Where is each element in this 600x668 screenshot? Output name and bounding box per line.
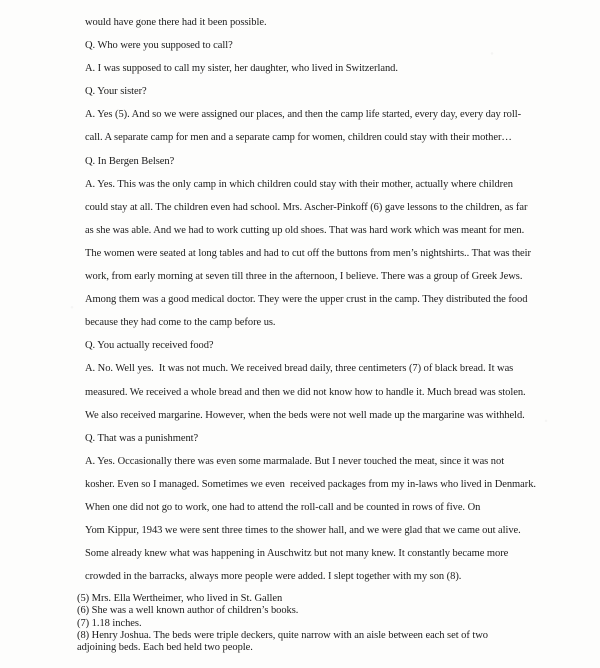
transcript-line: Yom Kippur, 1943 we were sent three times to the shower hall, and we were glad that we came out alive. <box>85 525 521 537</box>
transcript-line: Q. That was a punishment? <box>85 432 199 444</box>
transcript-line: crowded in the barracks, always more people were added. I slept together with my son (8). <box>85 571 462 583</box>
transcript-line: Q. Who were you supposed to call? <box>85 40 233 52</box>
footnote-line: (5) Mrs. Ella Wertheimer, who lived in St. Gallen <box>77 593 283 604</box>
footnote-line: (6) She was a well known author of children’s books. <box>77 605 299 617</box>
transcript-line: A. No. Well yes. It was not much. We received bread daily, three centimeters (7) of black bread. It was <box>85 363 514 375</box>
transcript-line: Q. Your sister? <box>85 86 147 98</box>
transcript-line: The women were seated at long tables and had to cut off the buttons from men’s nightshirts.. That was their <box>85 247 531 259</box>
transcript-line: A. I was supposed to call my sister, her daughter, who lived in Switzerland. <box>85 63 398 75</box>
transcript-line: as she was able. And we had to work cutting up old shoes. That was hard work which was meant for men. <box>85 224 525 236</box>
transcript-line: would have gone there had it been possible. <box>85 17 267 28</box>
transcript-line: call. A separate camp for men and a separate camp for women, children could stay with their mother… <box>85 132 512 144</box>
transcript-line: When one did not go to work, one had to attend the roll-call and be counted in rows of five. On <box>85 501 481 513</box>
footnotes-section <box>77 593 488 654</box>
footnote-line: adjoining beds. Each bed held two people. <box>77 642 253 654</box>
transcript-line: A. Yes. This was the only camp in which children could stay with their mother, actually where children <box>85 178 513 190</box>
transcript-line: work, from early morning at seven till three in the afternoon, I believe. There was a group of Greek Jews. <box>85 271 523 283</box>
transcript-line: Some already knew what was happening in Auschwitz but not many knew. It constantly became more <box>85 548 509 560</box>
transcript-line: A. Yes (5). And so we were assigned our places, and then the camp life started, every day, every day roll- <box>85 109 522 121</box>
transcript-line: measured. We received a whole bread and then we did not know how to handle it. Much bread was stolen. <box>85 386 526 398</box>
transcript-line: Q. In Bergen Belsen? <box>85 155 175 167</box>
transcript-line: A. Yes. Occasionally there was even some marmalade. But I never touched the meat, since it was not <box>85 455 505 467</box>
transcript-line: because they had come to the camp before us. <box>85 317 276 329</box>
transcript-line: could stay at all. The children even had school. Mrs. Ascher-Pinkoff (6) gave lessons to the children, as far <box>85 201 528 213</box>
transcript-line: kosher. Even so I managed. Sometimes we even received packages from my in-laws who lived in Denmark. <box>85 478 536 490</box>
footnote-line: (7) 1.18 inches. <box>77 617 142 629</box>
footnote-line: (8) Henry Joshua. The beds were triple deckers, quite narrow with an aisle between each set of two <box>77 629 488 641</box>
transcript-line: We also received margarine. However, when the beds were not well made up the margarine was withheld. <box>85 409 525 421</box>
transcript-body <box>85 11 536 588</box>
transcript-line: Q. You actually received food? <box>85 340 214 352</box>
transcript-line: Among them was a good medical doctor. They were the upper crust in the camp. They distributed the food <box>85 294 528 306</box>
